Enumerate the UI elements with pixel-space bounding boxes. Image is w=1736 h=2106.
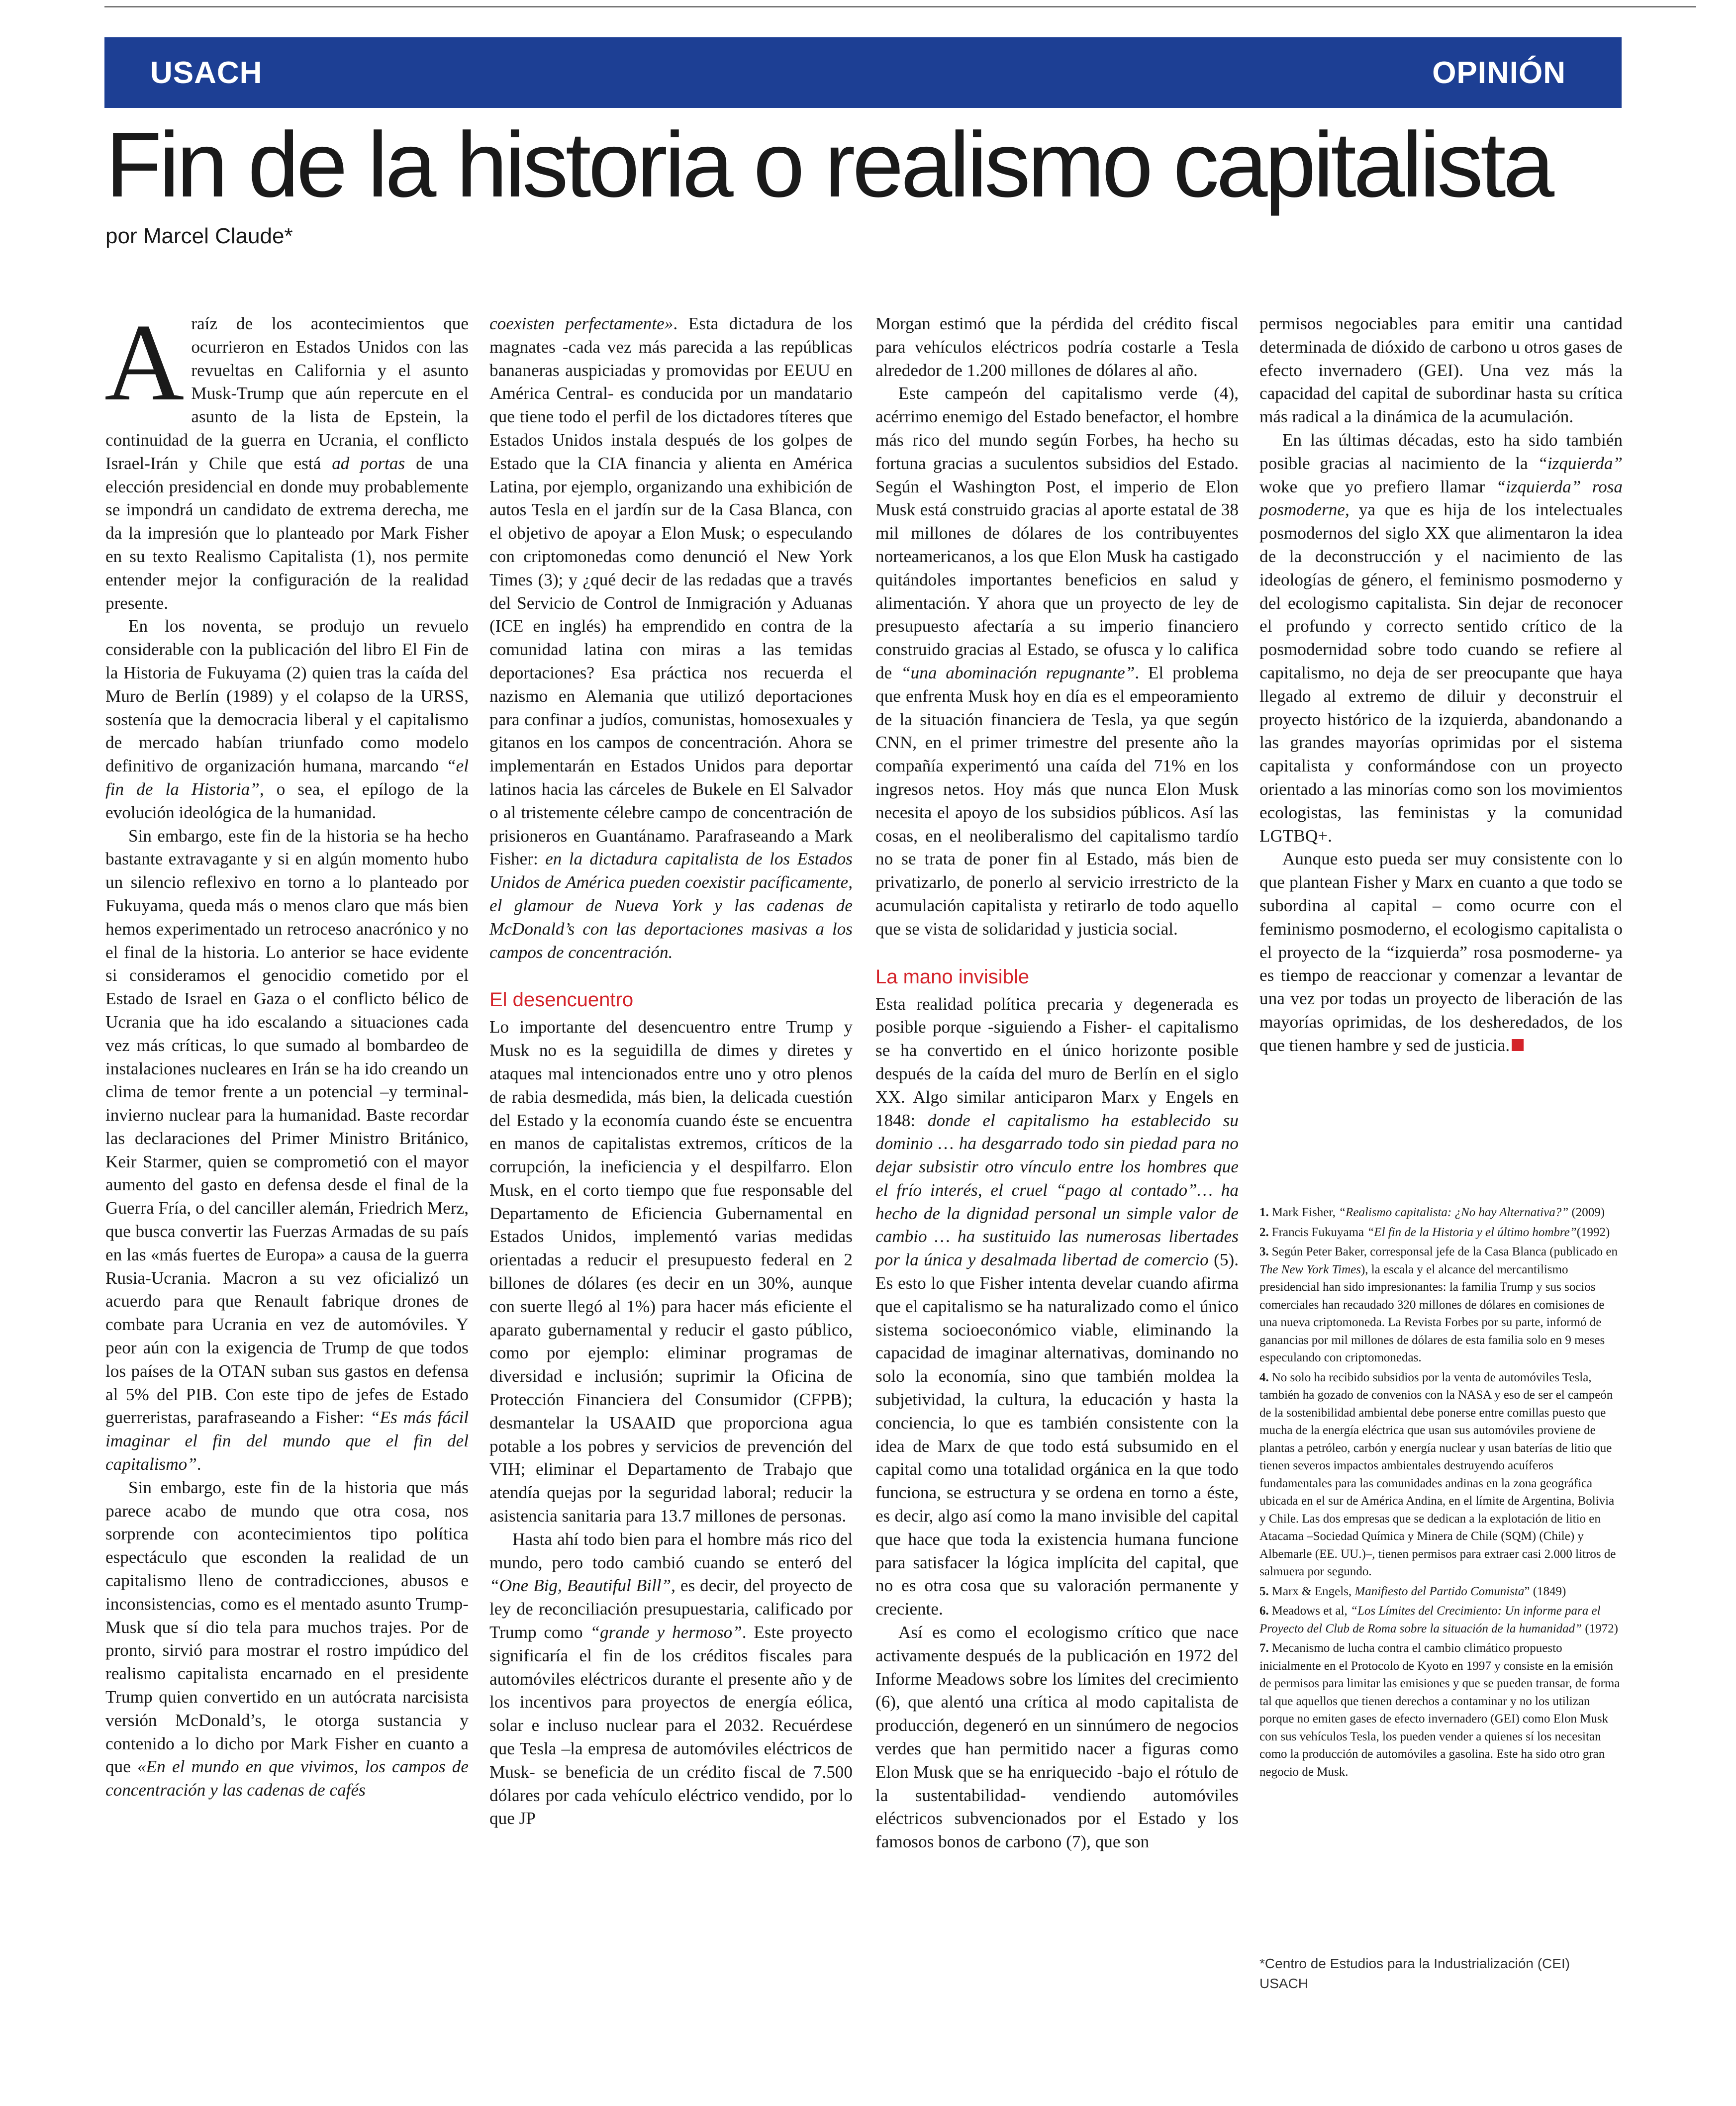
footnote: 7. Mecanismo de lucha contra el cambio climático propuesto inicialmente en el Protocolo de Kyoto en 1997 y consiste en la emisión de permisos para limitar las emisiones y que se pueden transar, de forma tal que aquellos que tienen derechos a contaminar y no los utilizan porque no emiten gases de efecto invernadero (GEI) como Elon Musk con sus vehículos Tesla, los pueden vender a quienes sí los necesitan como la producción de automóviles a gasolina. Este ha sido otro gran negocio de Musk. bbox=[1259, 1641, 1620, 1779]
paragraph: En las últimas décadas, esto ha sido también posible gracias al nacimiento de la “izquierda” woke que yo prefiero llamar “izquierda” rosa posmoderne, ya que es hija de los intelectuales posmodernos del siglo XX que alimentaron la idea de la deconstrucción y el nacimiento de las ideologías de género, el feminismo posmoderno y del ecologismo capitalista. Sin dejar de reconocer el profundo y correcto sentido crítico de la posmodernidad sobre todo cuando se refiere al capitalismo, no deja de ser preocupante que haya llegado al extremo de diluir y deconstruir el proyecto histórico de la izquierda, abandonando a las grandes mayorías oprimidas por el sistema capitalista y conformándose con un proyecto orientado a las minorías como son los movimientos ecologistas, las feministas y la comunidad LGTBQ+. bbox=[1259, 430, 1623, 846]
paragraph: Sin embargo, este fin de la historia se ha hecho bastante extravagante y si en algún momento hubo un silencio reflexivo en torno a lo planteado por Fukuyama, queda más o menos claro que más bien hemos experimentado un retroceso anacrónico y no el final de la historia. Lo anterior se hace evidente si consideramos el genocidio cometido por el Estado de Israel en Gaza o el conflicto bélico de Ucrania que ha ido escalando a situaciones cada vez más críticas, lo que sumado al bombardeo de instalaciones nucleares en Irán se ha ido creando un clima de temor frente a un potencial –y terminal- invierno nuclear para la humanidad. Baste recordar las declaraciones del Primer Ministro Británico, Keir Starmer, quien se comprometió con el mayor aumento del gasto en defensa desde el final de la Guerra Fría, o del canciller alemán, Friedrich Merz, que busca convertir las Fuerzas Armadas de su país en las «más fuertes de Europa» a causa de la guerra Rusia-Ucrania. Macron a su vez oficializó un acuerdo para que Renault fabrique drones de combate para Ucrania en vez de automóviles. Y peor aún con la exigencia de Trump de que todos los países de la OTAN suban sus gastos en defensa al 5% del PIB. Con este tipo de jefes de Estado guerreristas, parafraseando a Fisher: “Es más fácil imaginar el fin del mundo que el fin del capitalismo”. bbox=[105, 826, 469, 1474]
paragraph: En los noventa, se produjo un revuelo considerable con la publicación del libro El Fin de la Historia de Fukuyama (2) quien tras la caída del Muro de Berlín (1989) y el colapso de la URSS, sostenía que la democracia liberal y el capitalismo de mercado habían triunfado como modelo definitivo de organización humana, marcando “el fin de la Historia”, o sea, el epílogo de la evolución ideológica de la humanidad. bbox=[105, 616, 469, 822]
drop-cap: A bbox=[104, 301, 185, 424]
article-column-1 bbox=[104, 301, 469, 1802]
paragraph: Lo importante del desencuentro entre Trump y Musk no es la seguidilla de dimes y diretes y ataques mal intencionados entre uno y otro plenos de rabia desmedida, más bien, la delicada cuestión del Estado y la economía cuando éste se encuentra en manos de capitalistas extremos, críticos de la corrupción, la ineficiencia y el despilfarro. Elon Musk, en el corto tiempo que fue responsable del Departamento de Eficiencia Gubernamental en Estados Unidos, implementó varias medidas orientadas a reducir el presupuesto federal en 2 billones de dólares (es decir en un 30%, aunque con suerte llegó al 1%) para hacer más eficiente el aparato gubernamental y reducir el gasto público, como por ejemplo: eliminar programas de diversidad e inclusión; suprimir la Oficina de Protección Financiera del Consumidor (CFPB); desmantelar la USAAID que proporciona agua potable a los pobres y servicios de prevención del VIH; eliminar el Departamento de Trabajo que atendía quejas por la seguridad laboral; reducir la asistencia sanitaria para 13.7 millones de personas. bbox=[489, 1017, 853, 1526]
paragraph: Esta realidad política precaria y degenerada es posible porque -siguiendo a Fisher- el capitalismo se ha convertido en el único horizonte posible después de la caída del muro de Berlín en el siglo XX. Algo similar anticiparon Marx y Engels en 1848: donde el capitalismo ha establecido su dominio … ha desgarrado todo sin piedad para no dejar subsistir otro vínculo entre los hombres que el frío interés, el cruel “pago al contado”… ha hecho de la dignidad personal un simple valor de cambio … ha sustituido las numerosas libertades por la única y desalmada libertad de comercio (5). Es esto lo que Fisher intenta develar cuando afirma que el capitalismo se ha naturalizado como el único sistema socioeconómico viable, eliminando la capacidad de imaginar alternativas, dominando no solo la economía, sino que también moldea la subjetividad, la cultura, la educación y hasta la conciencia, lo que es también consistente con la idea de Marx de que todo está subsumido en el capital como una totalidad orgánica en la que todo funciona, se estructura y se ordena en torno a éste, es decir, algo así como la mano invisible del capital que hace que toda la existencia humana funcione para satisfacer la lógica implícita del capital, que no es otra cosa que su valoración permanente y creciente. bbox=[875, 994, 1239, 1619]
paragraph: Araíz de los acontecimientos que ocurrieron en Estados Unidos con las revueltas en California y el asunto Musk-Trump que aún repercute en el asunto de la lista de Epstein, la continuidad de la guerra en Ucrania, el conflicto Israel-Irán y Chile que está ad portas de una elección presidencial en donde muy probablemente se impondrá un candidato de extrema derecha, me da la impresión que lo planteado por Mark Fisher en su texto Realismo Capitalista (1), nos permite entender mejor la configuración de la realidad presente. bbox=[104, 301, 469, 613]
paragraph: Sin embargo, este fin de la historia que más parece acabo de mundo que otra cosa, nos sorprende con acontecimientos tipo política espectáculo que esconden la realidad de un capitalismo lleno de contradicciones, abusos e inconsistencias, como es el mentado asunto Trump-Musk que sí dio tela para muchos trajes. Por de pronto, sirvió para mostrar el rostro impúdico del realismo capitalista encarnado en el presidente Trump quien convertido en un autócrata narcisista versión McDonald’s, le otorga sustancia y contenido a lo dicho por Mark Fisher en cuanto a que «En el mundo en que vivimos, los campos de concentración y las cadenas de cafés bbox=[105, 1477, 469, 1800]
affiliation-line: *Centro de Estudios para la Industrialización (CEI) bbox=[1259, 1956, 1570, 1971]
section-right-label: OPINIÓN bbox=[1432, 56, 1566, 90]
article-column-4 bbox=[1259, 312, 1623, 1057]
paragraph: Aunque esto pueda ser muy consistente con lo que plantean Fisher y Marx en cuanto a que todo se subordina al capital – como ocurre con el feminismo posmoderno, el ecologismo capitalista o el proyecto de la “izquierda” rosa posmoderne- ya es tiempo de reaccionar y comenzar a levantar de una vez por todas un proyecto de liberación de las mayorías oprimidas, de los desheredados, de los que tienen hambre y sed de justicia. bbox=[1259, 849, 1623, 1055]
footnote: 1. Mark Fisher, “Realismo capitalista: ¿No hay Alternativa?” (2009) bbox=[1259, 1206, 1605, 1219]
end-mark-icon bbox=[1512, 1039, 1524, 1051]
section-subhead: La mano invisible bbox=[875, 965, 1030, 988]
section-subhead: El desencuentro bbox=[489, 989, 634, 1011]
footnote: 4. No solo ha recibido subsidios por la venta de automóviles Tesla, también ha gozado de convenios con la NASA y eso de ser el campeón de la sostenibilidad ambiental debe ponerse entre comillas puesto que mucha de la energía eléctrica que usan sus automóviles proviene de plantas a petróleo, carbón y energía nuclear y usan baterías de litio que tienen severos impactos ambientales destruyendo acuíferos fundamentales para las comunidades andinas en la zona geográfica ubicada en el sur de América Andina, en el límite de Argentina, Bolivia y Chile. Las dos empresas que se dedican a la explotación de litio en Atacama –Sociedad Química y Minera de Chile (SQM) (Chile) y Albemarle (EE. UU.)–, tienen permisos para extraer casi 2.000 litros de salmuera por segundo. bbox=[1259, 1370, 1616, 1578]
paragraph: Así es como el ecologismo crítico que nace activamente después de la publicación en 1972 del Informe Meadows sobre los límites del crecimiento (6), que alentó una crítica al modo capitalista de producción, degeneró en un sinnúmero de negocios verdes que han permitido nacer a figuras como Elon Musk que se ha enriquecido -bajo el rótulo de la sustentabilidad- vendiendo automóviles eléctricos subvencionados por el Estado y los famosos bonos de carbono (7), que son bbox=[875, 1623, 1239, 1852]
footnotes bbox=[1259, 1204, 1623, 1783]
paragraph: Hasta ahí todo bien para el hombre más rico del mundo, pero todo cambió cuando se enteró del “One Big, Beautiful Bill”, es decir, del proyecto de ley de reconciliación presupuestaria, calificado por Trump como “grande y hermoso”. Este proyecto significaría el fin de los créditos fiscales para automóviles eléctricos durante el presente año y de los incentivos para proyectos de energía eólica, solar e incluso nuclear para el 2032. Recuérdese que Tesla –la empresa de automóviles eléctricos de Musk- se beneficia de un crédito fiscal de 7.500 dólares por cada vehículo eléctrico vendido, por lo que JP bbox=[489, 1529, 853, 1828]
footnote: 6. Meadows et al, “Los Límites del Crecimiento: Un informe para el Proyecto del Club de Roma sobre la situación de la humanidad” (1972) bbox=[1259, 1604, 1618, 1635]
paragraph: coexisten perfectamente». Esta dictadura de los magnates -cada vez más parecida a las repúblicas bananeras auspiciadas y promovidas por EEUU en América Central- es conducida por un mandatario que tiene todo el perfil de los dictadores títeres que Estados Unidos instala después de los golpes de Estado que la CIA financia y alienta en América Latina, por ejemplo, organizando una exhibición de autos Tesla en el jardín sur de la Casa Blanca, con el objetivo de apoyar a Elon Musk; o especulando con criptomonedas como denunció el New York Times (3); y ¿qué decir de las redadas que a través del Servicio de Control de Inmigración y Aduanas (ICE en inglés) ha emprendido en contra de la comunidad latina con miras a las temidas deportaciones? Esa práctica nos recuerda el nazismo en Alemania que utilizó deportaciones para confinar a judíos, comunistas, homosexuales y gitanos en los campos de concentración. Ahora se implementarán en Estados Unidos para deportar latinos hacia las cárceles de Bukele en El Salvador o al tristemente célebre campo de concentración de prisioneros en Guantánamo. Parafraseando a Mark Fisher: en la dictadura capitalista de los Estados Unidos de América pueden coexistir pacíficamente, el glamour de Nueva York y las cadenas de McDonald’s con las deportaciones masivas a los campos de concentración. bbox=[489, 314, 853, 962]
article-byline: por Marcel Claude* bbox=[105, 224, 293, 248]
affiliation-line: USACH bbox=[1259, 1976, 1309, 1991]
footnote: 3. Según Peter Baker, corresponsal jefe de la Casa Blanca (publicado en The New York Times), la escala y el alcance del mercantilismo presidencial han sido impresionantes: la familia Trump y sus socios comerciales han recaudado 320 millones de dólares en comisiones de una nueva criptomoneda. La Revista Forbes por su parte, informó de ganancias por mil millones de dólares de esta familia solo en 9 meses especulando con criptomonedas. bbox=[1259, 1245, 1618, 1364]
section-banner bbox=[104, 37, 1622, 108]
footnote: 2. Francis Fukuyama “El fin de la Historia y el último hombre”(1992) bbox=[1259, 1225, 1610, 1239]
paragraph: Morgan estimó que la pérdida del crédito fiscal para vehículos eléctricos podría costarle a Tesla alrededor de 1.200 millones de dólares al año. bbox=[875, 314, 1239, 380]
top-rule bbox=[104, 6, 1696, 7]
article-column-3 bbox=[875, 312, 1239, 1854]
footnote: 5. Marx & Engels, Manifiesto del Partido Comunista” (1849) bbox=[1259, 1584, 1566, 1598]
article-headline: Fin de la historia o realismo capitalista bbox=[105, 113, 1552, 216]
author-affiliation bbox=[1259, 1954, 1623, 1994]
paragraph: permisos negociables para emitir una cantidad determinada de dióxido de carbono u otros gases de efecto invernadero (GEI). Una vez más la capacidad del capital de subordinar hasta su crítica más radical a la dinámica de la acumulación. bbox=[1259, 314, 1623, 427]
paragraph: Este campeón del capitalismo verde (4), acérrimo enemigo del Estado benefactor, el hombre más rico del mundo según Forbes, ha hecho su fortuna gracias a suculentos subsidios del Estado. Según el Washington Post, el imperio de Elon Musk está construido gracias al aporte estatal de 38 mil millones de dólares de los contribuyentes norteamericanos, a los que Elon Musk ha castigado quitándoles importantes beneficios en salud y alimentación. Y ahora que un proyecto de ley de presupuesto afectaría a su imperio financiero construido gracias al Estado, se ofusca y lo califica de “una abominación repugnante”. El problema que enfrenta Musk hoy en día es el empeoramiento de la situación financiera de Tesla, ya que según CNN, en el primer trimestre del presente año la compañía experimentó una caída del 71% en los ingresos netos. Hoy más que nunca Elon Musk necesita el apoyo de los subsidios públicos. Así las cosas, en el neoliberalismo del capitalismo tardío no se trata de poner fin al Estado, más bien de privatizarlo, de ponerlo al servicio irrestricto de la acumulación capitalista y retirarlo de todo aquello que se vista de solidaridad y justicia social. bbox=[875, 383, 1239, 939]
article-column-2 bbox=[489, 312, 853, 1830]
section-left-label: USACH bbox=[150, 56, 263, 90]
